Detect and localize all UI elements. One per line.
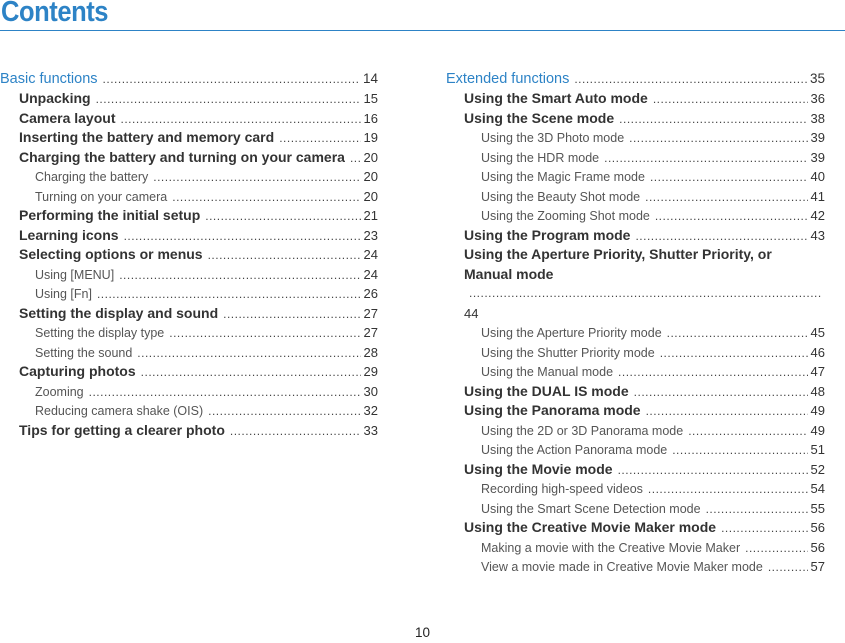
toc-page-number: 24 <box>363 266 378 282</box>
dot-leader <box>645 188 807 208</box>
toc-page-number: 20 <box>363 169 378 184</box>
toc-page-number: 33 <box>363 422 378 438</box>
dot-leader <box>648 480 808 500</box>
toc-entry-label: Zooming <box>35 384 84 399</box>
toc-page-number: 35 <box>809 71 825 86</box>
dot-leader <box>96 90 361 110</box>
toc-page-number: 16 <box>363 110 378 126</box>
toc-subentry[interactable] <box>0 167 378 187</box>
toc-subentry[interactable] <box>0 187 378 207</box>
toc-page-number: 54 <box>810 481 825 496</box>
toc-page-number: 56 <box>810 539 825 555</box>
toc-entry-label: Using the Scene mode <box>464 109 615 126</box>
toc-entry[interactable] <box>0 128 378 148</box>
page-title: Contents <box>1 0 109 28</box>
toc-entry-label-line1: Using the Aperture Priority, Shutter Priority, or <box>464 246 772 262</box>
dot-leader <box>618 363 808 383</box>
toc-subentry[interactable] <box>446 479 825 499</box>
dot-leader <box>153 168 360 188</box>
toc-entry-label: Using the Beauty Shot mode <box>481 189 641 204</box>
toc-entry-label: Setting the display and sound <box>19 304 219 321</box>
toc-entry-label: Making a movie with the Creative Movie Maker <box>481 540 741 555</box>
toc-page-number: 45 <box>810 325 825 340</box>
toc-subentry[interactable] <box>446 128 825 148</box>
toc-entry-label: Turning on your camera <box>35 189 168 204</box>
dot-leader <box>205 207 360 227</box>
toc-entry-label: Using the Smart Scene Detection mode <box>481 501 701 516</box>
toc-entry-label: Performing the initial setup <box>19 207 201 223</box>
toc-section[interactable] <box>0 68 378 89</box>
toc-subentry[interactable] <box>446 499 825 519</box>
toc-entry[interactable] <box>0 148 378 168</box>
toc-page-number: 48 <box>810 383 825 399</box>
toc-entry-label: Charging the battery and turning on your camera <box>19 148 345 165</box>
dot-leader <box>223 305 360 325</box>
dot-leader <box>745 539 807 559</box>
toc-entry[interactable] <box>0 304 378 324</box>
toc-entry-label: Using the Action Panorama mode <box>481 443 668 457</box>
dot-leader <box>672 441 807 461</box>
toc-page-number: 32 <box>363 403 378 418</box>
toc-left-column <box>0 68 378 440</box>
toc-entry[interactable] <box>446 518 825 538</box>
toc-entry-label: Tips for getting a clearer photo <box>19 421 225 438</box>
toc-page-number: 40 <box>810 169 825 184</box>
dot-leader <box>230 422 361 442</box>
toc-entry[interactable] <box>446 382 825 402</box>
dot-leader <box>618 461 808 481</box>
dot-leader <box>169 324 360 344</box>
toc-entry-label: Recording high-speed videos <box>481 482 643 496</box>
toc-entry-label: Capturing photos <box>19 363 136 379</box>
toc-entry-label: View a movie made in Creative Movie Maker mode <box>481 560 763 574</box>
dot-leader <box>124 227 361 247</box>
toc-subentry[interactable] <box>446 167 825 187</box>
toc-entry[interactable] <box>446 401 825 421</box>
toc-entry-label: Using the Program mode <box>464 226 631 243</box>
toc-entry-label: Charging the battery <box>35 170 149 184</box>
toc-page-number: 30 <box>363 383 378 399</box>
dot-leader <box>172 188 360 208</box>
toc-entry-label: Reducing camera shake (OIS) <box>35 404 204 418</box>
toc-page-number: 46 <box>810 344 825 360</box>
dot-leader <box>619 110 807 130</box>
toc-subentry[interactable] <box>446 421 825 441</box>
toc-entry-label: Using the HDR mode <box>481 150 600 165</box>
toc-entry-label: Using the 3D Photo mode <box>481 131 625 145</box>
dot-leader <box>634 383 808 403</box>
dot-leader <box>89 383 361 403</box>
toc-page-number: 14 <box>362 71 378 86</box>
toc-entry-label: Using the Aperture Priority mode <box>481 326 662 340</box>
dot-leader <box>604 149 807 169</box>
toc-page-number: 23 <box>363 227 378 243</box>
dot-leader <box>768 558 808 578</box>
toc-subentry[interactable] <box>446 187 825 207</box>
toc-subentry[interactable] <box>446 557 825 577</box>
toc-page-number: 52 <box>810 461 825 477</box>
toc-page-number: 20 <box>363 149 378 165</box>
toc-entry[interactable] <box>446 245 825 323</box>
dot-leader <box>635 227 807 247</box>
toc-subentry[interactable] <box>446 362 825 382</box>
dot-leader <box>655 207 808 227</box>
toc-entry[interactable] <box>0 421 378 441</box>
dot-leader <box>279 129 360 149</box>
dot-leader <box>208 246 361 266</box>
toc-page-number: 44 <box>464 305 479 321</box>
toc-page-number: 57 <box>810 559 825 574</box>
dot-leader <box>721 519 807 539</box>
toc-page-number: 49 <box>810 422 825 438</box>
toc-page-number: 39 <box>810 130 825 145</box>
toc-entry-label: Learning icons <box>19 226 119 243</box>
toc-page-number: 29 <box>363 364 378 379</box>
dot-leader <box>706 500 808 520</box>
toc-page-number: 24 <box>363 247 378 262</box>
dot-leader <box>667 324 808 344</box>
dot-leader <box>469 284 822 304</box>
toc-entry[interactable] <box>0 109 378 129</box>
toc-entry[interactable] <box>446 460 825 480</box>
toc-entry-label: Setting the display type <box>35 326 165 340</box>
dot-leader <box>103 69 360 90</box>
toc-entry-label: Using the Magic Frame mode <box>481 170 645 184</box>
toc-entry-label: Setting the sound <box>35 345 133 360</box>
page-number: 10 <box>414 625 431 640</box>
toc-page-number: 56 <box>810 520 825 535</box>
toc-entry[interactable] <box>0 89 378 109</box>
toc-page-number: 51 <box>810 442 825 457</box>
toc-subentry[interactable] <box>0 382 378 402</box>
title-divider <box>0 30 845 31</box>
toc-subentry[interactable] <box>446 440 825 460</box>
toc-page-number: 28 <box>363 344 378 360</box>
toc-subentry[interactable] <box>0 265 378 285</box>
toc-page-number: 21 <box>363 208 378 223</box>
dot-leader <box>660 344 808 364</box>
toc-entry-label: Using the Manual mode <box>481 365 614 379</box>
toc-page-number: 43 <box>810 227 825 243</box>
toc-subentry[interactable] <box>446 148 825 168</box>
toc-entry-label: Using [MENU] <box>35 267 115 282</box>
toc-page-number: 42 <box>810 208 825 223</box>
toc-section[interactable] <box>446 68 825 89</box>
toc-page-number: 39 <box>810 149 825 165</box>
toc-entry[interactable] <box>446 109 825 129</box>
toc-subentry[interactable] <box>446 323 825 343</box>
toc-subentry[interactable] <box>0 284 378 304</box>
toc-subentry[interactable] <box>446 538 825 558</box>
dot-leader <box>120 110 360 130</box>
dot-leader <box>650 168 808 188</box>
toc-entry[interactable] <box>0 362 378 382</box>
toc-page-number: 19 <box>363 130 378 145</box>
dot-leader <box>646 402 808 422</box>
dot-leader <box>688 422 807 442</box>
toc-entry-label: Unpacking <box>19 90 91 106</box>
toc-subentry[interactable] <box>0 401 378 421</box>
toc-entry[interactable] <box>0 226 378 246</box>
toc-right-column <box>446 68 825 577</box>
toc-page-number: 26 <box>363 286 378 301</box>
toc-entry-label: Using the Movie mode <box>464 460 613 477</box>
dot-leader <box>653 90 808 110</box>
toc-entry-label: Using the Zooming Shot mode <box>481 209 650 223</box>
toc-entry[interactable] <box>446 226 825 246</box>
dot-leader <box>574 69 807 90</box>
toc-page-number: 15 <box>363 91 378 106</box>
toc-page-number: 36 <box>810 91 825 106</box>
toc-subentry[interactable] <box>0 343 378 363</box>
dot-leader <box>350 149 361 169</box>
toc-entry[interactable] <box>446 89 825 109</box>
toc-page-number: 41 <box>810 188 825 204</box>
toc-page-number: 49 <box>810 403 825 418</box>
toc-page-number: 20 <box>363 188 378 204</box>
toc-page-number: 27 <box>363 305 378 321</box>
toc-entry-label: Camera layout <box>19 109 116 126</box>
toc-entry-label-line2: Manual mode <box>464 265 554 282</box>
toc-entry-label: Selecting options or menus <box>19 246 203 262</box>
toc-entry-label: Using the Shutter Priority mode <box>481 345 655 360</box>
toc-page-number: 38 <box>810 110 825 126</box>
toc-entry[interactable] <box>0 206 378 226</box>
dot-leader <box>97 285 361 305</box>
dot-leader <box>137 344 360 364</box>
dot-leader <box>119 266 360 286</box>
toc-entry[interactable] <box>0 245 378 265</box>
toc-entry-label: Using [Fn] <box>35 287 92 301</box>
toc-subentry[interactable] <box>0 323 378 343</box>
toc-entry-label: Basic functions <box>0 71 98 87</box>
toc-entry-label: Using the 2D or 3D Panorama mode <box>481 423 684 438</box>
toc-entry-label: Extended functions <box>446 71 570 87</box>
toc-entry-label: Using the DUAL IS mode <box>464 382 629 399</box>
toc-entry-label: Using the Creative Movie Maker mode <box>464 519 717 535</box>
toc-subentry[interactable] <box>446 343 825 363</box>
toc-entry-label: Using the Panorama mode <box>464 402 641 418</box>
dot-leader <box>208 402 360 422</box>
toc-subentry[interactable] <box>446 206 825 226</box>
toc-page-number: 55 <box>810 500 825 516</box>
toc-page-number: 47 <box>810 364 825 379</box>
dot-leader <box>629 129 807 149</box>
toc-entry-label: Inserting the battery and memory card <box>19 129 275 145</box>
dot-leader <box>141 363 361 383</box>
toc-entry-label: Using the Smart Auto mode <box>464 90 648 106</box>
toc-page-number: 27 <box>363 325 378 340</box>
